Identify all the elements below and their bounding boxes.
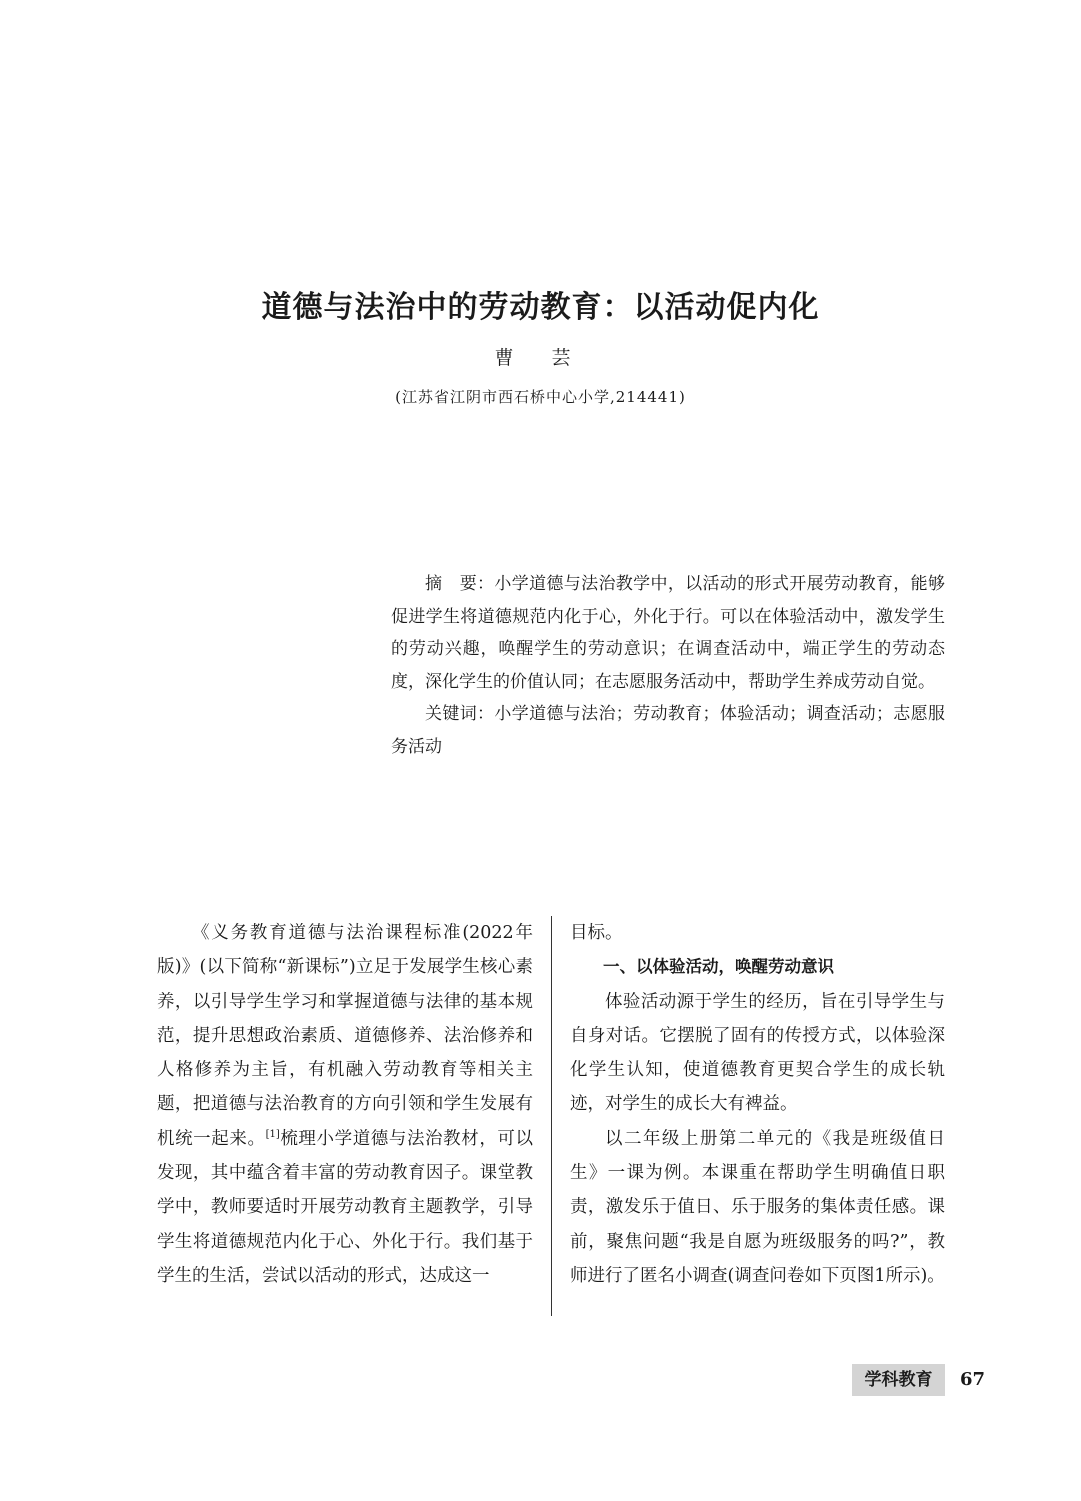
page-number: 67 xyxy=(960,1369,986,1390)
intro-paragraph xyxy=(157,916,533,1293)
section-heading: 一、以体验活动，唤醒劳动意识 xyxy=(603,957,834,977)
article-title: 道德与法治中的劳动教育：以活动促内化 xyxy=(261,290,820,325)
right-column xyxy=(570,916,945,1293)
body-paragraph: 以二年级上册第二单元的《我是班级值日生》一课为例。本课重在帮助学生明确值日职责，激发乐于值日、乐于服务的集体责任感。课前，聚焦问题“我是自愿为班级服务的吗?”，教师进行了匿名小调查(调查问卷如下页图1所示)。 xyxy=(570,1128,945,1286)
continuation-text: 目标。 xyxy=(570,923,623,943)
body-paragraph: 体验活动源于学生的经历，旨在引导学生与自身对话。它摆脱了固有的传授方式，以体验深化学生认知，使道德教育更契合学生的成长轨迹，对学生的成长大有裨益。 xyxy=(570,991,945,1115)
intro-text-part2: 梳理小学道德与法治教材，可以发现，其中蕴含着丰富的劳动教育因子。课堂教学中，教师要适时开展劳动教育主题教学，引导学生将道德规范内化于心、外化于行。我们基于学生的生活，尝试以活动的形式，达成这一 xyxy=(157,1128,534,1286)
column-divider xyxy=(551,916,552,1316)
author-name: 曹 芸 xyxy=(494,347,587,369)
left-column xyxy=(157,916,533,1293)
intro-text-part1: 《义务教育道德与法治课程标准(2022年版)》(以下简称“新课标”)立足于发展学生核心素养，以引导学生学习和掌握道德与法律的基本规范，提升思想政治素质、道德修养、法治修养和人格修养为主旨，有机融入劳动教育等相关主题，把道德与法治教育的方向引领和学生发展有机统一起来。 xyxy=(157,923,533,1149)
keywords-text: 关键词：小学道德与法治；劳动教育；体验活动；调查活动；志愿服务活动 xyxy=(391,704,945,757)
abstract-text: 摘 要：小学道德与法治教学中，以活动的形式开展劳动教育，能够促进学生将道德规范内化于心，外化于行。可以在体验活动中，激发学生的劳动兴趣，唤醒学生的劳动意识；在调查活动中，端正学生的劳动态度，深化学生的价值认同；在志愿服务活动中，帮助学生养成劳动自觉。 xyxy=(391,574,945,692)
reference-mark: [1] xyxy=(265,1128,280,1140)
journal-section-label: 学科教育 xyxy=(852,1364,945,1396)
abstract-block xyxy=(391,568,945,763)
author-affiliation: (江苏省江阴市西石桥中心小学,214441) xyxy=(395,388,686,406)
